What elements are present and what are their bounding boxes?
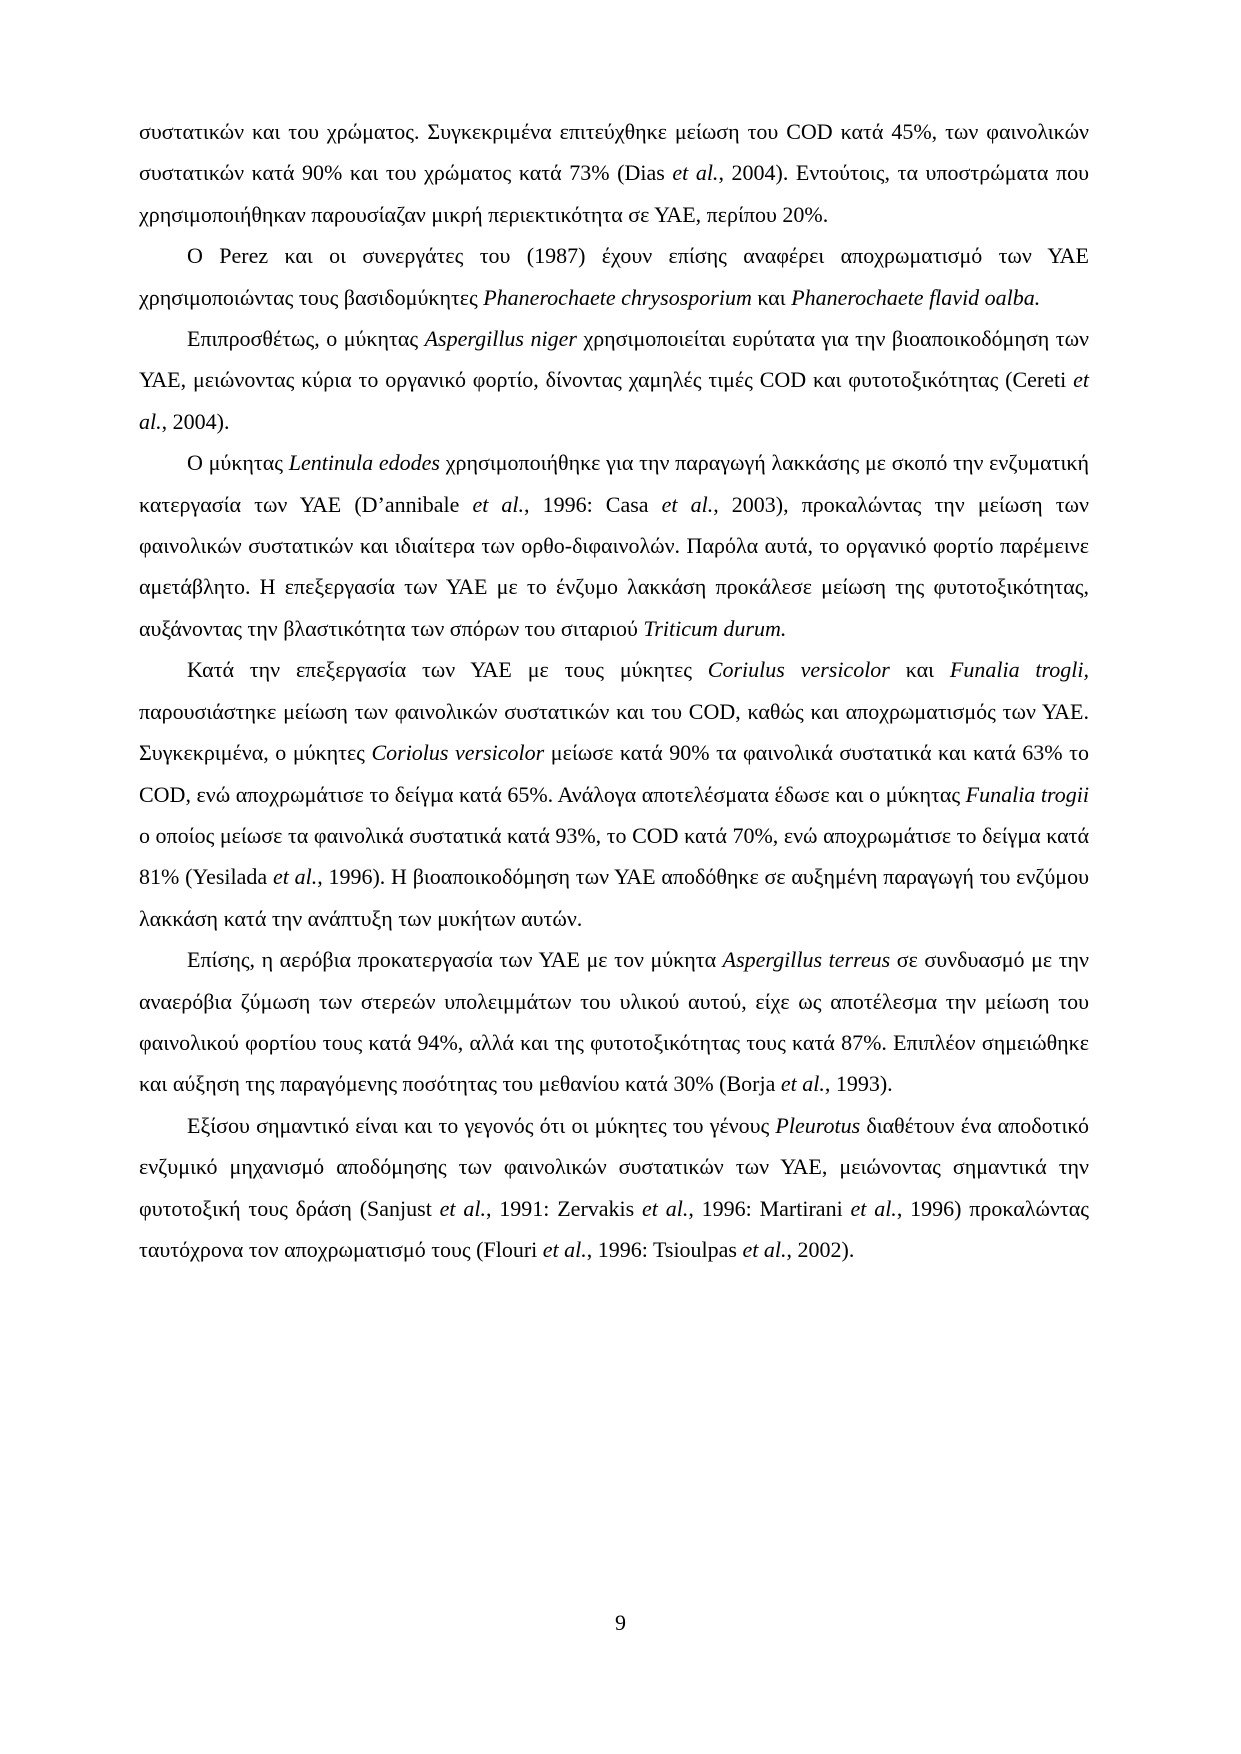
- italic-term: et al.: [439, 1195, 486, 1221]
- italic-term: Funalia trogii: [965, 781, 1089, 807]
- text-run: , 2004).: [161, 408, 230, 434]
- paragraph-5: [139, 939, 1089, 1105]
- italic-term: Pleurotus: [775, 1112, 861, 1138]
- italic-term: et al.: [742, 1236, 787, 1262]
- text-run: , 2003), προκαλώντας την μείωση των φαινολικών συστατικών και ιδιαίτερα των ορθο-διφαινολών. Παρόλα αυτά, το οργανικό φορτίο παρέμεινε αμετάβλητο. Η επεξεργασία των ΥΑΕ με το ένζυμο λακκάση προκάλεσε μείωση της φυτοτοξικότητας, αυξάνοντας την βλαστικότητα των σπόρων του σιταριού: [139, 491, 1089, 641]
- text-run: διαθέτουν ένα αποδοτικό ενζυμικό μηχανισμό αποδόμησης των φαινολικών συστατικών των ΥΑΕ, μειώνοντας σημαντικά την φυτοτοξική τους δράση (Sanjust: [139, 1112, 1089, 1221]
- text-run: και: [751, 284, 792, 310]
- text-run: μείωσε κατά 90% τα φαινολικά συστατικά και κατά 63% το COD, ενώ αποχρωμάτισε το δείγμα κατά 65%. Ανάλογα αποτελέσματα έδωσε και ο μύκητας: [139, 740, 1089, 807]
- paragraph-0: [139, 111, 1089, 235]
- italic-term: Phanerochaete flavid oalba.: [791, 284, 1041, 310]
- text-run: χρησιμοποιείται ευρύτατα για την βιοαποικοδόμηση των ΥΑΕ, μειώνοντας κύρια το οργανικό φορτίο, δίνοντας χαμηλές τιμές COD και φυτοτοξικότητας (Cereti: [139, 326, 1089, 393]
- text-run: , 1996: Tsioulpas: [586, 1236, 743, 1262]
- document-body: [139, 111, 1089, 1270]
- italic-term: et al.: [780, 1071, 825, 1097]
- text-run: , 1996: Casa: [524, 491, 662, 517]
- italic-term: Phanerochaete chrysosporium: [483, 284, 752, 310]
- italic-term: et al.: [850, 1195, 897, 1221]
- italic-term: et al.: [672, 160, 719, 186]
- text-run: σε συνδυασμό με την αναερόβια ζύμωση των στερεών υπολειμμάτων του υλικού αυτού, είχε ως αποτέλεσμα την μείωση του φαινολικού φορτίου τους κατά 94%, αλλά και της φυτοτοξικότητας τους κατά 87%. Επιπλέον σημειώθηκε και αύξηση της παραγόμενης ποσότητας του μεθανίου κατά 30% (Borja: [139, 947, 1090, 1097]
- text-run: , 1996) προκαλώντας ταυτόχρονα τον αποχρωματισμό τους (Flouri: [139, 1195, 1089, 1262]
- text-run: και: [889, 657, 950, 683]
- text-run: παρουσιάστηκε μείωση των φαινολικών συστατικών και του COD, καθώς και αποχρωματισμός των ΥΑΕ. Συγκεκριμένα, ο μύκητες: [139, 698, 1089, 766]
- text-run: , 1991: Zervakis: [485, 1195, 643, 1221]
- italic-term: Coriulus versicolor: [707, 657, 890, 683]
- page-number: 9: [615, 1610, 626, 1635]
- text-run: Κατά την επεξεργασία των ΥΑΕ με τους μύκητες: [187, 657, 708, 683]
- text-run: , 2002).: [786, 1236, 855, 1262]
- paragraph-4: [139, 649, 1089, 939]
- text-run: Εξίσου σημαντικό είναι και το γεγονός ότι οι μύκητες του γένους: [187, 1112, 776, 1138]
- text-run: χρησιμοποιήθηκε για την παραγωγή λακκάσης με σκοπό την ενζυματική κατεργασία των ΥΑΕ (D’annibale: [139, 450, 1090, 517]
- text-run: Ο μύκητας: [187, 450, 289, 476]
- text-run: συστατικών και του χρώματος. Συγκεκριμένα επιτεύχθηκε μείωση του COD κατά 45%, των φαινολικών συστατικών κατά 90% και του χρώματος κατά 73% (Dias: [139, 119, 1089, 186]
- paragraph-6: [139, 1105, 1089, 1271]
- italic-term: Aspergillus niger: [424, 326, 577, 352]
- text-run: , 1993).: [824, 1071, 893, 1097]
- text-run: Ο Perez και οι συνεργάτες του (1987) έχουν επίσης αναφέρει αποχρωματισμό των ΥΑΕ χρησιμοποιώντας τους βασιδομύκητες: [139, 243, 1089, 310]
- text-run: , 2004). Εντούτοις, τα υποστρώματα που χρησιμοποιήθηκαν παρουσίαζαν μικρή περιεκτικότητα σε ΥΑΕ, περίπου 20%.: [139, 160, 1089, 227]
- italic-term: et al.: [472, 491, 525, 517]
- italic-term: et al.: [661, 491, 714, 517]
- paragraph-1: [139, 235, 1089, 318]
- italic-term: et al.: [542, 1236, 587, 1262]
- text-run: , 1996). Η βιοαποικοδόμηση των ΥΑΕ αποδόθηκε σε αυξημένη παραγωγή του ενζύμου λακκάση κατά την ανάπτυξη των μυκήτων αυτών.: [139, 864, 1089, 931]
- italic-term: Coriolus versicolor: [371, 740, 545, 766]
- italic-term: Aspergillus terreus: [722, 947, 891, 973]
- italic-term: et al.: [642, 1195, 689, 1221]
- text-run: Επίσης, η αερόβια προκατεργασία των ΥΑΕ με τον μύκητα: [187, 947, 723, 973]
- paragraph-3: [139, 442, 1089, 649]
- italic-term: Triticum durum.: [643, 615, 787, 641]
- text-run: ο οποίος μείωσε τα φαινολικά συστατικά κατά 93%, το COD κατά 70%, ενώ αποχρωμάτισε το δείγμα κατά 81% (Yesilada: [139, 822, 1089, 890]
- text-run: , 1996: Martirani: [688, 1195, 851, 1221]
- italic-term: Lentinula edodes: [288, 450, 440, 476]
- italic-term: Funalia trogli,: [949, 657, 1089, 683]
- italic-term: et al.: [272, 864, 318, 890]
- paragraph-2: [139, 318, 1089, 442]
- text-run: Επιπροσθέτως, ο μύκητας: [187, 326, 425, 352]
- italic-term: et al.: [139, 367, 1089, 434]
